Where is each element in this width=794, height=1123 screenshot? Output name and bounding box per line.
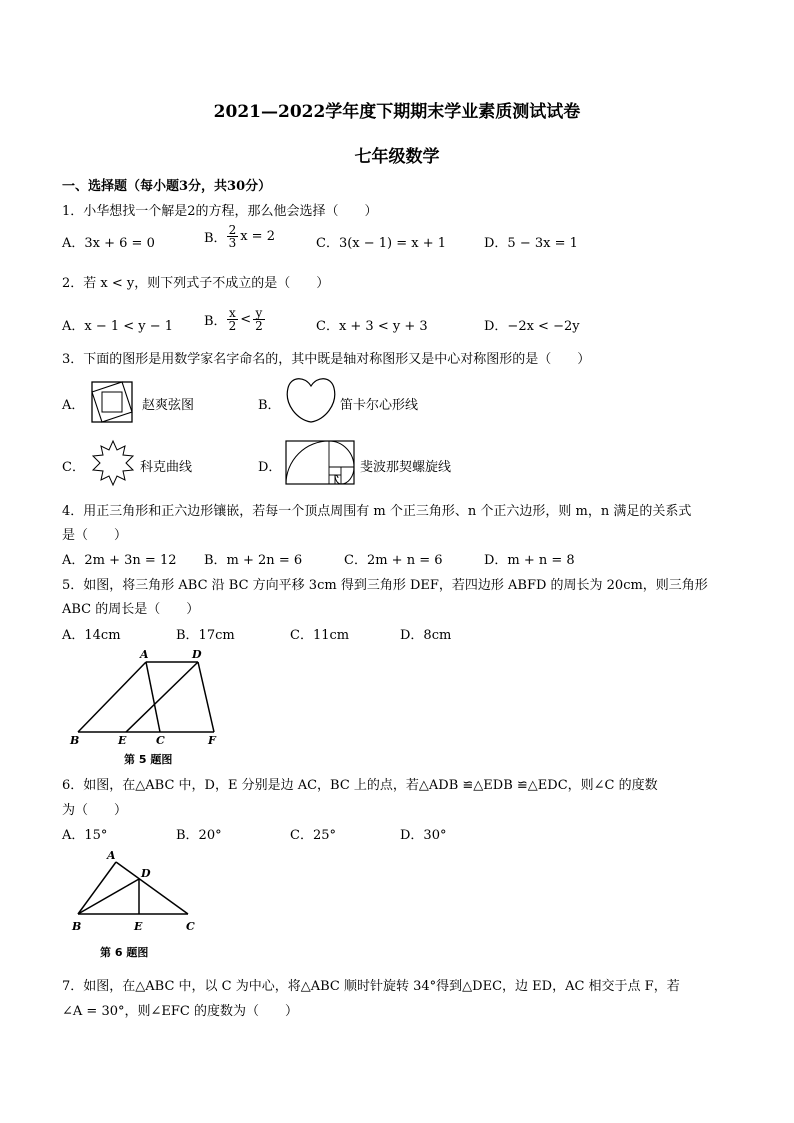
section-heading: 一、选择题（每小题3分，共30分） <box>62 179 272 194</box>
q6-segment-ab <box>78 862 116 914</box>
q3-option-d-name: 斐波那契螺旋线 <box>360 460 452 475</box>
q1-option-b-rest: x = 2 <box>240 229 275 244</box>
question-6-stem-line1: 6．如图，在△ABC 中，D，E 分别是边 AC，BC 上的点，若△ADB ≌△EDB ≌△EDC，则∠C 的度数 <box>62 778 658 793</box>
koch-snowflake-diagram <box>88 438 138 488</box>
q4-option-b: B．m + 2n = 6 <box>204 553 303 568</box>
q1-option-d: D．5 − 3x = 1 <box>484 236 578 251</box>
question-2-stem: 2．若 x < y，则下列式子不成立的是（ ） <box>62 276 330 291</box>
q5-label-f: F <box>208 734 216 747</box>
q6-segment-ac <box>116 862 188 914</box>
q6-option-d: D．30° <box>400 828 447 843</box>
q1-option-a: A．3x + 6 = 0 <box>62 236 155 251</box>
q3-option-b-name: 笛卡尔心形线 <box>340 398 419 413</box>
q2-option-c: C．x + 3 < y + 3 <box>316 319 428 334</box>
q4-option-c: C．2m + n = 6 <box>344 553 443 568</box>
q5-label-c: C <box>156 734 165 747</box>
q3-option-c-label: C． <box>62 460 85 475</box>
question-7-stem-line2: ∠A = 30°，则∠EFC 的度数为（ ） <box>62 1004 298 1019</box>
q1-option-c: C．3(x − 1) = x + 1 <box>316 236 447 251</box>
cardioid-diagram <box>283 374 339 426</box>
q3-option-a-label: A． <box>62 398 85 413</box>
q2-fraction-2 <box>253 307 265 332</box>
question-4-stem-line2: 是（ ） <box>62 528 128 543</box>
q2-fraction-1-denominator: 2 <box>228 319 237 333</box>
q1-option-b <box>204 224 275 249</box>
fibonacci-spiral-diagram <box>285 440 357 486</box>
q5-option-a: A．14cm <box>62 628 121 643</box>
q6-option-c: C．25° <box>290 828 336 843</box>
q2-fraction-2-denominator: 2 <box>255 319 263 333</box>
q2-option-a: A．x − 1 < y − 1 <box>62 319 174 334</box>
q3-option-c-name: 科克曲线 <box>140 460 193 475</box>
question-1-stem: 1．小华想找一个解是2的方程，那么他会选择（ ） <box>62 204 378 219</box>
q3-option-a-name: 赵爽弦图 <box>142 398 195 413</box>
q2-option-d: D．−2x < −2y <box>484 319 580 334</box>
q6-triangle-figure <box>66 846 206 938</box>
q5-option-d: D．8cm <box>400 628 452 643</box>
q2-fraction-1-numerator: x <box>227 307 239 320</box>
q5-option-b: B．17cm <box>176 628 235 643</box>
q6-label-a: A <box>107 849 116 862</box>
q5-label-e: E <box>118 734 127 747</box>
q5-translation-figure <box>66 646 226 748</box>
q3-option-d-label: D． <box>258 460 282 475</box>
q2-option-b-label: B． <box>204 314 227 329</box>
question-4-stem-line1: 4．用正三角形和正六边形镶嵌，若每一个顶点周围有 m 个正三角形、n 个正六边形，则 m，n 满足的关系式 <box>62 504 692 519</box>
question-5-stem-line2: ABC 的周长是（ ） <box>62 602 200 617</box>
q6-label-c: C <box>186 920 195 933</box>
q1-option-b-label: B． <box>204 231 227 246</box>
q1-fraction <box>227 224 239 249</box>
exam-subtitle: 七年级数学 <box>354 147 440 167</box>
q4-option-d: D．m + n = 8 <box>484 553 575 568</box>
question-3-stem: 3．下面的图形是用数学家名字命名的，其中既是轴对称图形又是中心对称图形的是（ ） <box>62 352 591 367</box>
q5-figure-caption: 第 5 题图 <box>124 753 173 766</box>
q5-label-d: D <box>192 648 202 661</box>
q3-option-b-label: B． <box>258 398 281 413</box>
q6-option-a: A．15° <box>62 828 108 843</box>
q6-segment-bd <box>78 879 139 914</box>
q5-label-a: A <box>140 648 149 661</box>
q2-fraction-1 <box>227 307 239 332</box>
q2-fraction-2-numerator: y <box>253 307 265 320</box>
q6-figure-caption: 第 6 题图 <box>100 946 149 959</box>
q1-fraction-denominator: 3 <box>228 236 237 250</box>
zhao-shuang-diagram <box>90 380 136 424</box>
q5-label-b: B <box>70 734 80 747</box>
question-7-stem-line1: 7．如图，在△ABC 中，以 C 为中心，将△ABC 顺时针旋转 34°得到△DEC，边 ED，AC 相交于点 F，若 <box>62 979 680 994</box>
q5-option-c: C．11cm <box>290 628 350 643</box>
q6-option-b: B．20° <box>176 828 222 843</box>
q1-fraction-numerator: 2 <box>228 223 237 237</box>
question-6-stem-line2: 为（ ） <box>62 803 128 818</box>
q6-label-d: D <box>141 867 151 880</box>
q6-label-e: E <box>134 920 143 933</box>
q5-segment-df <box>198 662 214 732</box>
q2-option-b <box>204 307 265 332</box>
q6-label-b: B <box>72 920 82 933</box>
q5-segment-ac <box>146 662 160 732</box>
question-5-stem-line1: 5．如图，将三角形 ABC 沿 BC 方向平移 3cm 得到三角形 DEF，若四边形 ABFD 的周长为 20cm，则三角形 <box>62 578 708 593</box>
q4-option-a: A．2m + 3n = 12 <box>62 553 177 568</box>
exam-title: 2021—2022学年度下期期末学业素质测试试卷 <box>213 102 581 122</box>
q2-less-than: < <box>240 312 252 327</box>
